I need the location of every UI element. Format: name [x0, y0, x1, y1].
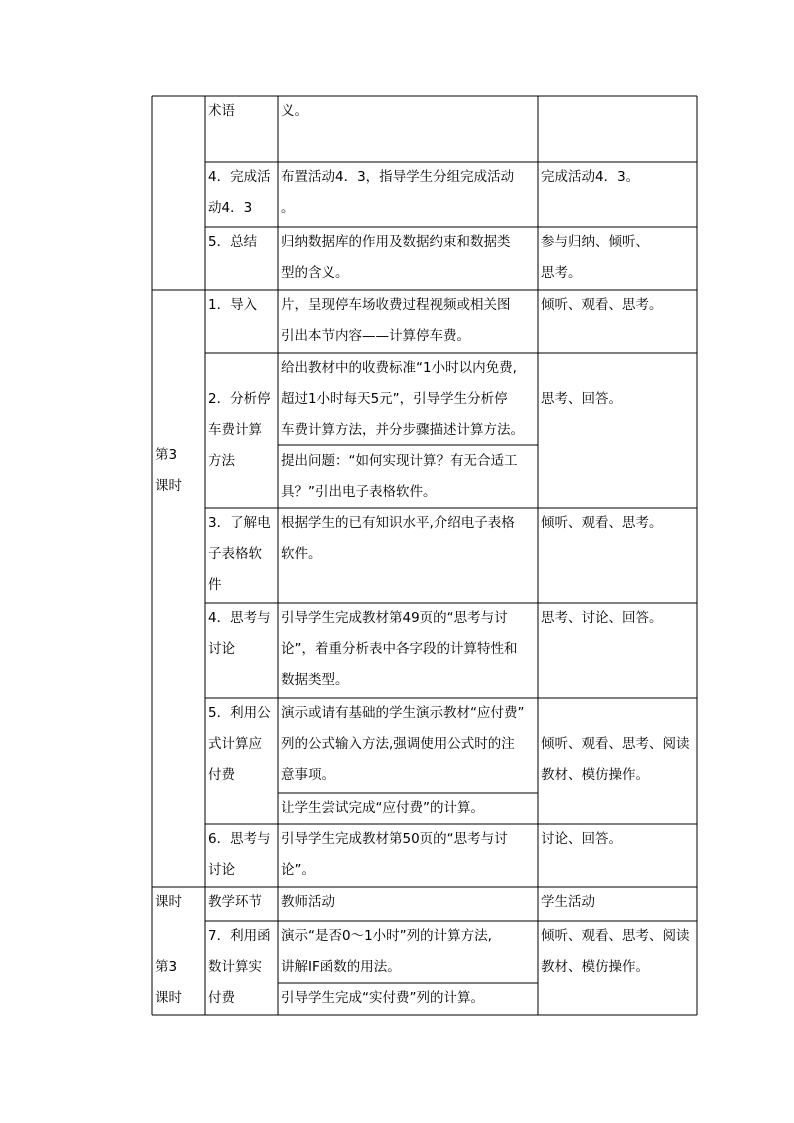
stage-4-think-discuss: 4．思考与 讨论 — [208, 610, 271, 657]
header-lesson: 课时 — [155, 894, 182, 910]
student-7-function: 倾听、观看、思考、阅读 教材、模仿操作。 — [541, 928, 690, 975]
teacher-2a-analyze-fee: 给出教材中的收费标准“1小时以内免费, 超过1小时每天5元”，引导学生分析停 车费计算方法，并分步骤描述计算方法。 — [281, 360, 524, 438]
student-1-intro: 倾听、观看、思考。 — [541, 297, 663, 313]
teacher-5a-formula-demo: 演示或请有基础的学生演示教材“应付费” 列的公式输入方法,强调使用公式时的注 意事项。 — [281, 705, 525, 783]
teacher-5b-formula-try: 让学生尝试完成“应付费”的计算。 — [281, 800, 484, 816]
header-student-activity: 学生活动 — [541, 894, 595, 910]
student-3-spreadsheet: 倾听、观看、思考。 — [541, 515, 663, 531]
teacher-7b-function-practice: 引导学生完成“实付费”列的计算。 — [281, 990, 484, 1006]
teacher-6-think-discuss: 引导学生完成教材第50页的“思考与讨 论”。 — [281, 831, 508, 878]
stage-6-think-discuss: 6．思考与 讨论 — [208, 831, 271, 878]
student-4-think-discuss: 思考、讨论、回答。 — [541, 610, 663, 626]
teacher-4-think-discuss: 引导学生完成教材第49页的“思考与讨 论”，着重分析表中各字段的计算特性和 数据类型。 — [281, 610, 518, 688]
header-teacher-activity: 教师活动 — [281, 894, 335, 910]
student-5-summary: 参与归纳、倾听、 思考。 — [541, 234, 649, 281]
stage-3-spreadsheet: 3．了解电 子表格软 件 — [208, 515, 271, 593]
student-2-analyze-fee: 思考、回答。 — [541, 391, 622, 407]
stage-5-summary: 5．总结 — [208, 234, 258, 250]
teacher-2b-ask-question: 提出问题：“如何实现计算？有无合适工 具？”引出电子表格软件。 — [281, 453, 518, 500]
lesson-3-label-continued: 第3 课时 — [155, 959, 182, 1006]
stage-7-function: 7．利用函 数计算实 付费 — [208, 928, 271, 1006]
teacher-term: 义。 — [281, 103, 308, 119]
stage-term: 术语 — [208, 103, 235, 119]
stage-1-intro: 1．导入 — [208, 297, 258, 313]
teacher-4-complete-activity: 布置活动4．3，指导学生分组完成活动 。 — [281, 169, 515, 216]
stage-5-formula: 5．利用公 式计算应 付费 — [208, 705, 271, 783]
teacher-3-spreadsheet: 根据学生的已有知识水平,介绍电子表格 软件。 — [281, 515, 515, 562]
teacher-1-intro: 片，呈现停车场收费过程视频或相关图 引出本节内容——计算停车费。 — [281, 297, 511, 344]
header-teaching-stage: 教学环节 — [208, 894, 262, 910]
teacher-7a-function-demo: 演示“是否0～1小时”列的计算方法, 讲解IF函数的用法。 — [281, 928, 492, 975]
student-5-formula: 倾听、观看、思考、阅读 教材、模仿操作。 — [541, 736, 690, 783]
teacher-5-summary: 归纳数据库的作用及数据约束和数据类 型的含义。 — [281, 234, 511, 281]
lesson-3-label: 第3 课时 — [155, 447, 182, 494]
student-4-complete-activity: 完成活动4．3。 — [541, 169, 640, 185]
student-6-think-discuss: 讨论、回答。 — [541, 831, 622, 847]
stage-2-analyze-fee: 2．分析停 车费计算 方法 — [208, 391, 271, 469]
stage-4-complete-activity: 4．完成活 动4．3 — [208, 169, 271, 216]
